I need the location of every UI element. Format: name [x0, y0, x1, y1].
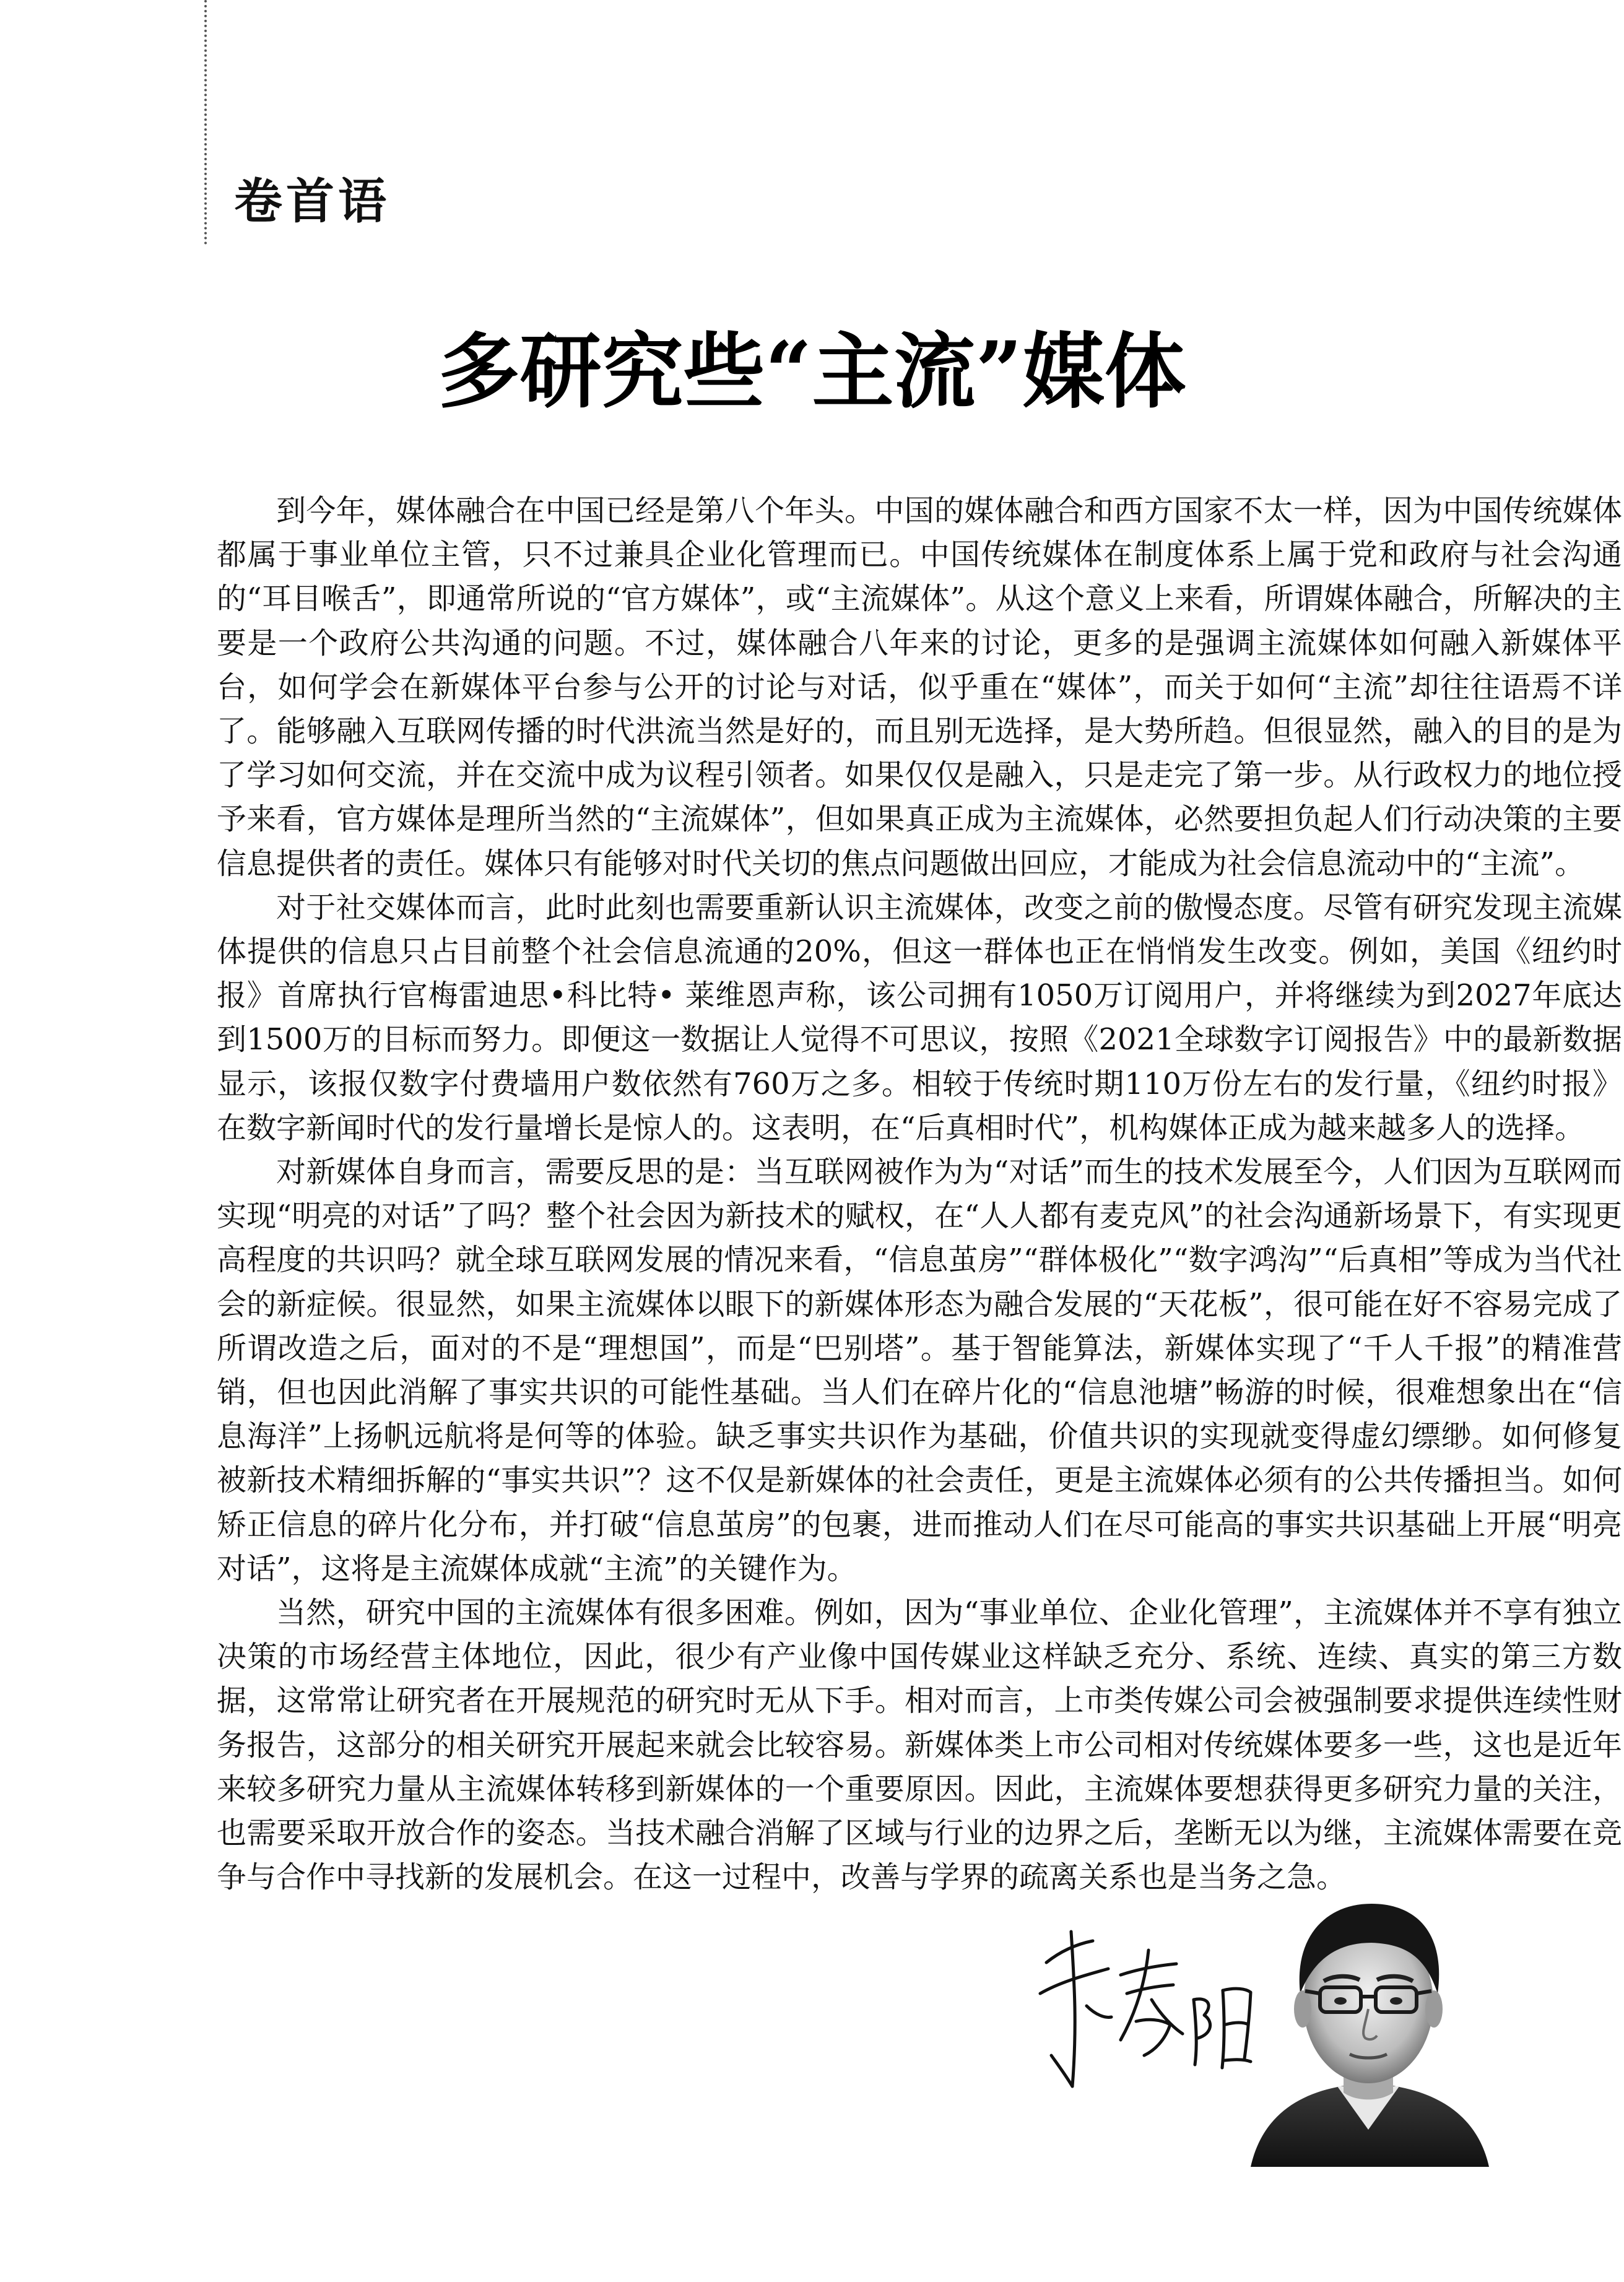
body-paragraph: 对于社交媒体而言，此时此刻也需要重新认识主流媒体，改变之前的傲慢态度。尽管有研究发现主流媒体提供的信息只占目前整个社会信息流通的20%，但这一群体也正在悄悄发生改变。例如，美国《纽约时报》首席执行官梅雷迪思•科比特• 莱维恩声称，该公司拥有1050万订阅用户，并将继续为到2027年底达到1500万的目标而努力。即便这一数据让人觉得不可思议，按照《2021全球数字订阅报告》中的最新数据显示，该报仅数字付费墙用户数依然有760万之多。相较于传统时期110万份左右的发行量，《纽约时报》在数字新闻时代的发行量增长是惊人的。这表明，在“后真相时代”，机构媒体正成为越来越多人的选择。: [217, 890, 1622, 1145]
margin-dotted-rule: [204, 0, 207, 245]
body-paragraph: 到今年，媒体融合在中国已经是第八个年头。中国的媒体融合和西方国家不太一样，因为中国传统媒体都属于事业单位主管，只不过兼具企业化管理而已。中国传统媒体在制度体系上属于党和政府与社会沟通的“耳目喉舌”，即通常所说的“官方媒体”，或“主流媒体”。从这个意义上来看，所谓媒体融合，所解决的主要是一个政府公共沟通的问题。不过，媒体融合八年来的讨论，更多的是强调主流媒体如何融入新媒体平台，如何学会在新媒体平台参与公开的讨论与对话，似乎重在“媒体”，而关于如何“主流”却往往语焉不详了。能够融入互联网传播的时代洪流当然是好的，而且别无选择，是大势所趋。但很显然，融入的目的是为了学习如何交流，并在交流中成为议程引领者。如果仅仅是融入，只是走完了第一步。从行政权力的地位授予来看，官方媒体是理所当然的“主流媒体”，但如果真正成为主流媒体，必然要担负起人们行动决策的主要信息提供者的责任。媒体只有能够对时代关切的焦点问题做出回应，才能成为社会信息流动中的“主流”。: [217, 493, 1622, 881]
body-paragraph: 对新媒体自身而言，需要反思的是：当互联网被作为为“对话”而生的技术发展至今，人们因为互联网而实现“明亮的对话”了吗？整个社会因为新技术的赋权，在“人人都有麦克风”的社会沟通新场景下，有实现更高程度的共识吗？就全球互联网发展的情况来看，“信息茧房”“群体极化”“数字鸿沟”“后真相”等成为当代社会的新症候。很显然，如果主流媒体以眼下的新媒体形态为融合发展的“天花板”，很可能在好不容易完成了所谓改造之后，面对的不是“理想国”，而是“巴别塔”。基于智能算法，新媒体实现了“千人千报”的精准营销，但也因此消解了事实共识的可能性基础。当人们在碎片化的“信息池塘”畅游的时候，很难想象出在“信息海洋”上扬帆远航将是何等的体验。缺乏事实共识作为基础，价值共识的实现就变得虚幻缥缈。如何修复被新技术精细拆解的“事实共识”？这不仅是新媒体的社会责任，更是主流媒体必须有的公共传播担当。如何矫正信息的碎片化分布，并打破“信息茧房”的包裹，进而推动人们在尽可能高的事实共识基础上开展“明亮对话”，这将是主流媒体成就“主流”的关键作为。: [217, 1155, 1622, 1586]
section-heading: 卷首语: [234, 173, 391, 230]
article-body: [217, 489, 1622, 1900]
article-title: 多研究些“主流”媒体: [438, 324, 1186, 420]
author-portrait-icon: [1238, 1870, 1498, 2167]
author-block: [1028, 1870, 1498, 2167]
body-paragraph: 当然，研究中国的主流媒体有很多困难。例如，因为“事业单位、企业化管理”，主流媒体并不享有独立决策的市场经营主体地位，因此，很少有产业像中国传媒业这样缺乏充分、系统、连续、真实的第三方数据，这常常让研究者在开展规范的研究时无从下手。相对而言，上市类传媒公司会被强制要求提供连续性财务报告，这部分的相关研究开展起来就会比较容易。新媒体类上市公司相对传统媒体要多一些，这也是近年来较多研究力量从主流媒体转移到新媒体的一个重要原因。因此，主流媒体要想获得更多研究力量的关注，也需要采取开放合作的姿态。当技术融合消解了区域与行业的边界之后，垄断无以为继，主流媒体需要在竞争与合作中寻找新的发展机会。在这一过程中，改善与学界的疏离关系也是当务之急。: [217, 1595, 1622, 1895]
